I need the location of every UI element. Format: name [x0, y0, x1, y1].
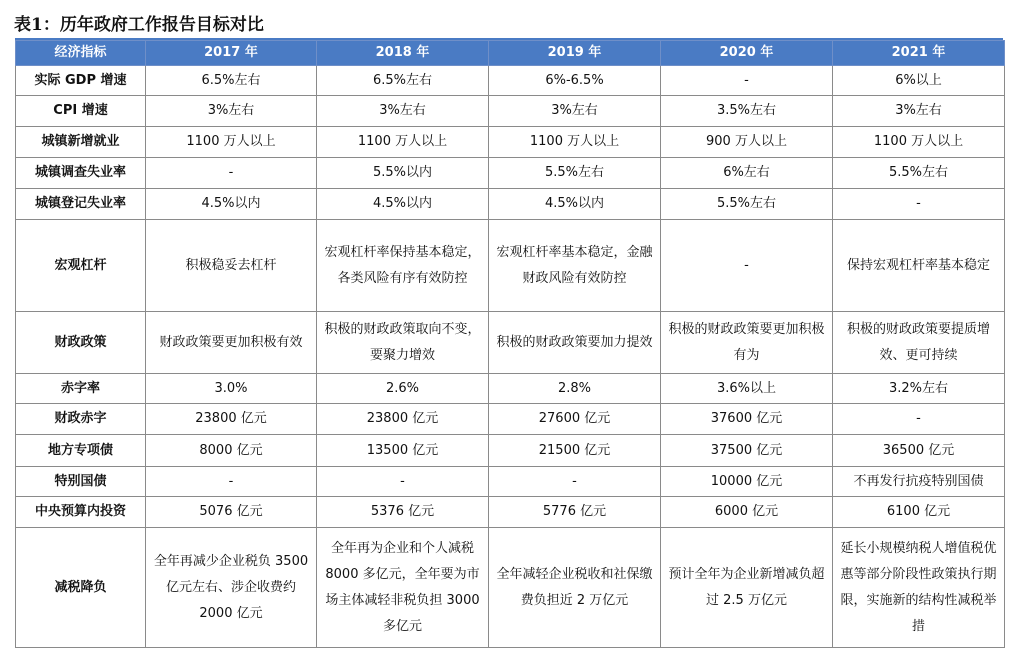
table-cell: 6%以上	[833, 66, 1005, 96]
table-cell: 3.6%以上	[661, 374, 833, 404]
row-label: 赤字率	[16, 374, 146, 404]
table-row	[16, 220, 1005, 312]
table-cell: -	[833, 404, 1005, 435]
table-cell: -	[146, 467, 317, 497]
row-label: 财政政策	[16, 312, 146, 374]
policy-target-table	[15, 40, 1005, 648]
table-cell: -	[661, 220, 833, 312]
table-cell: 全年再减少企业税负 3500 亿元左右、涉企收费约 2000 亿元	[146, 528, 317, 648]
table-cell: -	[489, 467, 661, 497]
table-cell: 6100 亿元	[833, 497, 1005, 528]
table-cell: -	[833, 189, 1005, 220]
table-cell: 全年再为企业和个人减税 8000 多亿元，全年要为市场主体减轻非税负担 3000 多亿元	[317, 528, 489, 648]
row-label: 城镇调查失业率	[16, 158, 146, 189]
table-cell: 宏观杠杆率保持基本稳定，各类风险有序有效防控	[317, 220, 489, 312]
table-title: 表1：历年政府工作报告目标对比	[14, 15, 264, 35]
header-year-2017: 2017 年	[146, 41, 317, 66]
table-row	[16, 497, 1005, 528]
table-cell: 延长小规模纳税人增值税优惠等部分阶段性政策执行期限，实施新的结构性减税举措	[833, 528, 1005, 648]
table-cell: 4.5%以内	[489, 189, 661, 220]
table-cell: -	[661, 66, 833, 96]
row-label: 财政赤字	[16, 404, 146, 435]
table-cell: 37500 亿元	[661, 435, 833, 467]
table-cell: 5.5%左右	[489, 158, 661, 189]
header-year-2018: 2018 年	[317, 41, 489, 66]
table-row	[16, 96, 1005, 127]
table-cell: 5076 亿元	[146, 497, 317, 528]
table-cell: 4.5%以内	[317, 189, 489, 220]
row-label: CPI 增速	[16, 96, 146, 127]
table-cell: 积极的财政政策要提质增效、更可持续	[833, 312, 1005, 374]
table-cell: 3.5%左右	[661, 96, 833, 127]
table-row	[16, 189, 1005, 220]
table-cell: 2.6%	[317, 374, 489, 404]
table-cell: 3.0%	[146, 374, 317, 404]
table-cell: 积极的财政政策要加力提效	[489, 312, 661, 374]
table-cell: 全年减轻企业税收和社保缴费负担近 2 万亿元	[489, 528, 661, 648]
table-cell: 5376 亿元	[317, 497, 489, 528]
table-cell: 3%左右	[317, 96, 489, 127]
table-cell: 1100 万人以上	[833, 127, 1005, 158]
table-cell: 5.5%左右	[661, 189, 833, 220]
table-cell: 13500 亿元	[317, 435, 489, 467]
table-cell: 宏观杠杆率基本稳定，金融财政风险有效防控	[489, 220, 661, 312]
row-label: 城镇新增就业	[16, 127, 146, 158]
header-indicator: 经济指标	[16, 41, 146, 66]
table-cell: 3%左右	[489, 96, 661, 127]
table-cell: 积极的财政政策取向不变，要聚力增效	[317, 312, 489, 374]
table-cell: 6000 亿元	[661, 497, 833, 528]
table-cell: 4.5%以内	[146, 189, 317, 220]
table-row	[16, 404, 1005, 435]
table-cell: 2.8%	[489, 374, 661, 404]
table-cell: 保持宏观杠杆率基本稳定	[833, 220, 1005, 312]
table-cell: 3%左右	[146, 96, 317, 127]
table-row	[16, 467, 1005, 497]
header-year-2021: 2021 年	[833, 41, 1005, 66]
table-cell: 900 万人以上	[661, 127, 833, 158]
table-cell: 1100 万人以上	[146, 127, 317, 158]
table-cell: -	[317, 467, 489, 497]
table-cell: 27600 亿元	[489, 404, 661, 435]
table-cell: 1100 万人以上	[489, 127, 661, 158]
header-year-2020: 2020 年	[661, 41, 833, 66]
table-cell: 21500 亿元	[489, 435, 661, 467]
table-row	[16, 312, 1005, 374]
table-cell: 不再发行抗疫特别国债	[833, 467, 1005, 497]
table-row	[16, 528, 1005, 648]
table-cell: 预计全年为企业新增减负超过 2.5 万亿元	[661, 528, 833, 648]
table-cell: 6%-6.5%	[489, 66, 661, 96]
table-cell: 5776 亿元	[489, 497, 661, 528]
table-cell: -	[146, 158, 317, 189]
row-label: 减税降负	[16, 528, 146, 648]
table-cell: 积极的财政政策要更加积极有为	[661, 312, 833, 374]
row-label: 实际 GDP 增速	[16, 66, 146, 96]
header-row	[16, 41, 1005, 66]
table-cell: 5.5%以内	[317, 158, 489, 189]
table-cell: 10000 亿元	[661, 467, 833, 497]
row-label: 城镇登记失业率	[16, 189, 146, 220]
table-cell: 3%左右	[833, 96, 1005, 127]
table-cell: 6%左右	[661, 158, 833, 189]
header-year-2019: 2019 年	[489, 41, 661, 66]
table-row	[16, 435, 1005, 467]
table-cell: 6.5%左右	[317, 66, 489, 96]
row-label: 宏观杠杆	[16, 220, 146, 312]
table-cell: 37600 亿元	[661, 404, 833, 435]
row-label: 特别国债	[16, 467, 146, 497]
table-cell: 8000 亿元	[146, 435, 317, 467]
table-row	[16, 158, 1005, 189]
table-row	[16, 66, 1005, 96]
table-row	[16, 374, 1005, 404]
table-cell: 5.5%左右	[833, 158, 1005, 189]
row-label: 地方专项债	[16, 435, 146, 467]
table-cell: 积极稳妥去杠杆	[146, 220, 317, 312]
table-cell: 23800 亿元	[317, 404, 489, 435]
table-row	[16, 127, 1005, 158]
table-cell: 23800 亿元	[146, 404, 317, 435]
table-cell: 36500 亿元	[833, 435, 1005, 467]
table-cell: 3.2%左右	[833, 374, 1005, 404]
table-cell: 6.5%左右	[146, 66, 317, 96]
table-cell: 1100 万人以上	[317, 127, 489, 158]
row-label: 中央预算内投资	[16, 497, 146, 528]
table-cell: 财政政策要更加积极有效	[146, 312, 317, 374]
